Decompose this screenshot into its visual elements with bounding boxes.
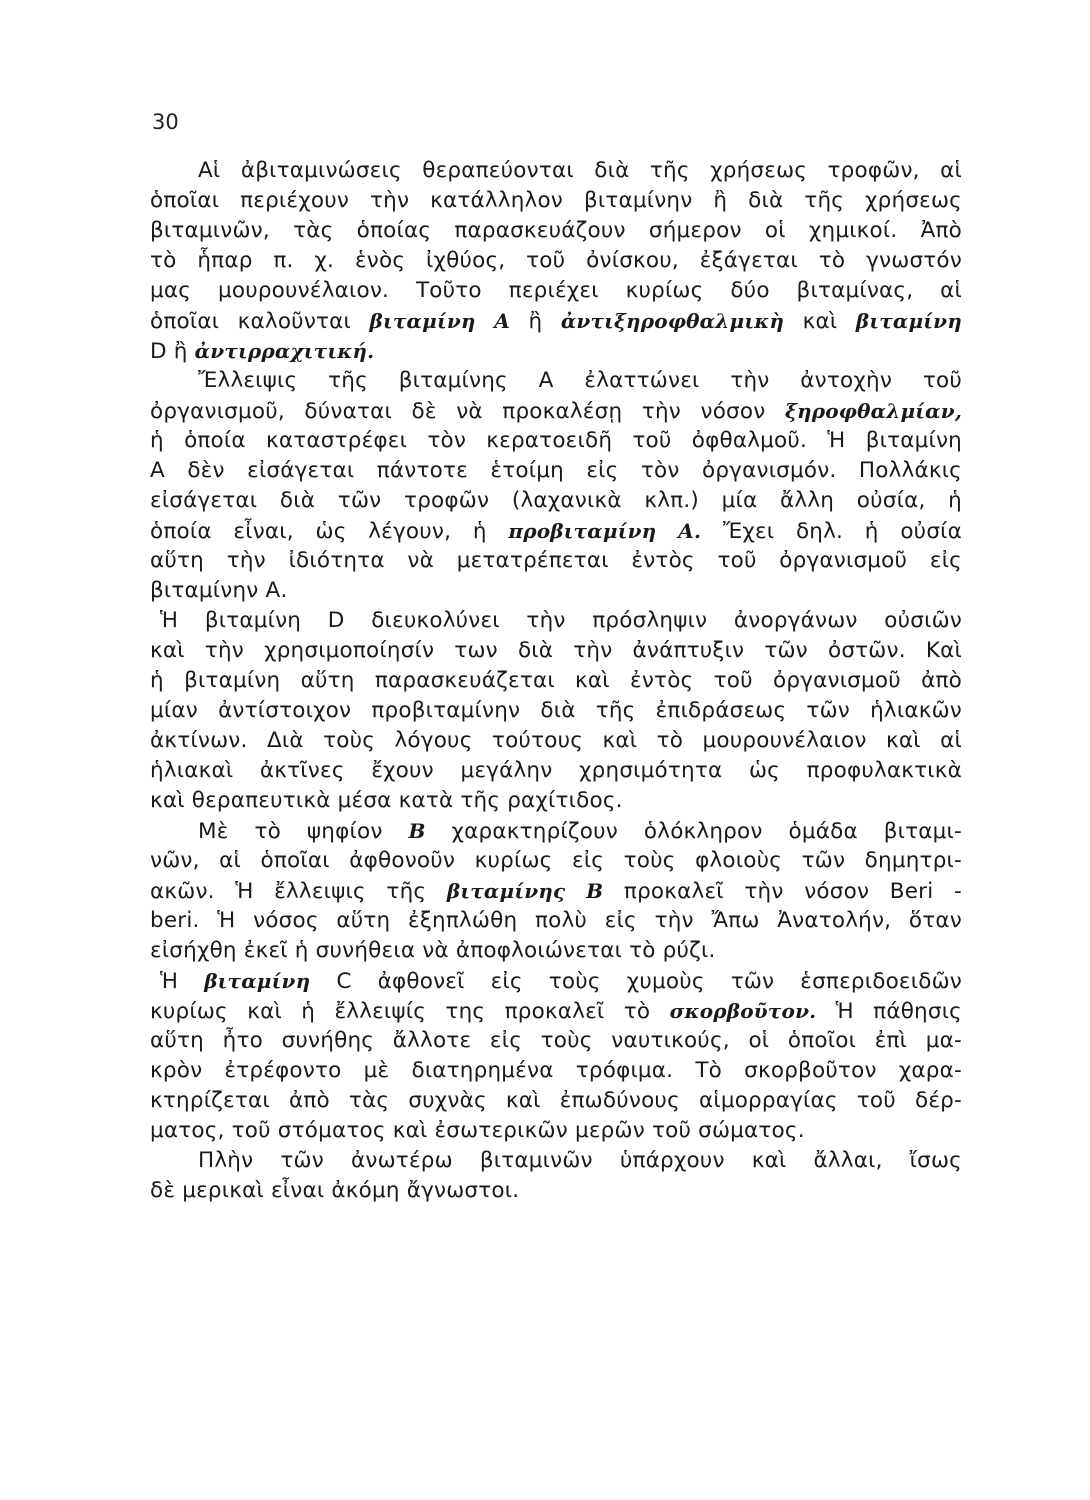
text-line (150, 186, 962, 216)
text-line (150, 246, 962, 276)
text-line (150, 336, 962, 366)
text-run: Ἡ πάθησις (816, 999, 962, 1024)
text-run: ὁποῖαι καλοῦνται (150, 309, 370, 334)
text-run: ὁποῖαι περιέχουν τὴν κατάλληλον βιταμίνην ἢ διὰ τῆς χρήσεως (150, 188, 962, 213)
text-line (150, 786, 962, 816)
text-line (150, 846, 962, 876)
text-line (150, 1116, 962, 1146)
text-run: τὸ ἧπαρ π. χ. ἑνὸς ἰχθύος, τοῦ ὀνίσκου, ἐξάγεται τὸ γνωστόν (150, 248, 962, 273)
text-run: ἀκτίνων. Διὰ τοὺς λόγους τούτους καὶ τὸ μουρουνέλαιον καὶ αἱ (150, 728, 962, 753)
text-line (150, 546, 962, 576)
text-line (150, 426, 962, 456)
text-line (150, 666, 962, 696)
text-run: εἰσάγεται διὰ τῶν τροφῶν (λαχανικὰ κλπ.) μία ἄλλη οὐσία, ἡ (150, 488, 962, 513)
text-run: ὀργανισμοῦ, δύναται δὲ νὰ προκαλέσῃ τὴν νόσον (150, 399, 785, 424)
emphasized-term: Β (408, 819, 426, 843)
text-line (150, 606, 962, 636)
text-run: ἡλιακαὶ ἀκτῖνες ἔχουν μεγάλην χρησιμότητα ὡς προφυλακτικὰ (150, 758, 962, 783)
text-run: καὶ τὴν χρησιμοποίησίν των διὰ τὴν ἀνάπτυξιν τῶν ὀστῶν. Καὶ (150, 638, 962, 663)
text-line (150, 366, 962, 396)
text-run: κρὸν ἐτρέφοντο μὲ διατηρημένα τρόφιμα. Τὸ σκορβοῦτον χαρα- (150, 1058, 962, 1083)
text-run: δὲ μερικαὶ εἶναι ἀκόμη ἄγνωστοι. (150, 1178, 520, 1203)
text-run: Αἱ ἀβιταμινώσεις θεραπεύονται διὰ τῆς χρήσεως τροφῶν, αἱ (198, 158, 962, 183)
text-run: Πλὴν τῶν ἀνωτέρω βιταμινῶν ὑπάρχουν καὶ ἄλλαι, ἴσως (198, 1148, 962, 1173)
text-run: καὶ (784, 309, 856, 334)
text-line (150, 906, 962, 936)
text-run: καὶ θεραπευτικὰ μέσα κατὰ τῆς ραχίτιδος. (150, 788, 623, 813)
text-line (150, 516, 962, 546)
text-run: μίαν ἀντίστοιχον προβιταμίνην διὰ τῆς ἐπιδράσεως τῶν ἡλιακῶν (150, 698, 962, 723)
text-line (150, 966, 962, 996)
text-run: C ἀφθονεῖ εἰς τοὺς χυμοὺς τῶν ἑσπεριδοειδῶν (310, 969, 962, 994)
emphasized-term: ἀντιξηροφθαλμικὴ (560, 309, 785, 333)
page-number: 30 (152, 110, 179, 134)
text-run: κυρίως καὶ ἡ ἔλλειψίς της προκαλεῖ τὸ (150, 999, 670, 1024)
text-line (150, 1056, 962, 1086)
text-line (150, 726, 962, 756)
text-run: βιταμινῶν, τὰς ὁποίας παρασκευάζουν σήμερον οἱ χημικοί. Ἀπὸ (150, 218, 962, 243)
emphasized-term: βιταμίνης Β (446, 879, 604, 903)
text-run: χαρακτηρίζουν ὁλόκληρον ὁμάδα βιταμι- (425, 819, 962, 844)
text-line (150, 936, 962, 966)
text-run: ματος, τοῦ στόματος καὶ ἐσωτερικῶν μερῶν τοῦ σώματος. (150, 1118, 805, 1143)
text-run: D ἢ (150, 339, 195, 364)
text-run: Μὲ τὸ ψηφίον (198, 819, 409, 844)
text-line (150, 156, 962, 186)
text-run: αὕτη ἦτο συνήθης ἄλλοτε εἰς τοὺς ναυτικούς, οἱ ὁποῖοι ἐπὶ μα- (150, 1028, 962, 1053)
text-line (150, 486, 962, 516)
text-line (150, 636, 962, 666)
text-line (150, 876, 962, 906)
text-line (150, 1146, 962, 1176)
emphasized-term: βιταμίνη (204, 969, 311, 993)
emphasized-term: βιταμίνη (855, 309, 962, 333)
text-line (150, 1026, 962, 1056)
text-run: Ἡ βιταμίνη D διευκολύνει τὴν πρόσληψιν ἀνοργάνων οὐσιῶν (160, 608, 962, 633)
text-run: ἡ βιταμίνη αὕτη παρασκευάζεται καὶ ἐντὸς τοῦ ὀργανισμοῦ ἀπὸ (150, 668, 962, 693)
text-run: μας μουρουνέλαιον. Τοῦτο περιέχει κυρίως δύο βιταμίνας, αἱ (150, 278, 962, 303)
text-line (150, 276, 962, 306)
emphasized-term: βιταμίνη Α (369, 309, 510, 333)
text-run: Ἔλλειψις τῆς βιταμίνης Α ἐλαττώνει τὴν ἀντοχὴν τοῦ (198, 368, 962, 393)
text-run: ἡ ὁποία καταστρέφει τὸν κερατοειδῆ τοῦ ὀφθαλμοῦ. Ἡ βιταμίνη (150, 428, 962, 453)
text-line (150, 756, 962, 786)
text-run: εἰσήχθη ἐκεῖ ἡ συνήθεια νὰ ἀποφλοιώνεται τὸ ρύζι. (150, 938, 716, 963)
text-run: Ἔχει δηλ. ἡ οὐσία (701, 519, 962, 544)
emphasized-term: προβιταμίνη Α. (508, 519, 702, 543)
text-run: νῶν, αἱ ὁποῖαι ἀφθονοῦν κυρίως εἰς τοὺς φλοιοὺς τῶν δημητρι- (150, 848, 962, 873)
text-run: ἢ (510, 309, 561, 334)
body-text (150, 156, 962, 1206)
text-line (150, 816, 962, 846)
text-line (150, 1086, 962, 1116)
text-run: Ἡ (160, 969, 205, 994)
text-run: ακῶν. Ἡ ἔλλειψις τῆς (150, 879, 447, 904)
text-run: προκαλεῖ τὴν νόσον Beri - (603, 879, 962, 904)
text-line (150, 576, 962, 606)
text-run: αὕτη τὴν ἰδιότητα νὰ μετατρέπεται ἐντὸς τοῦ ὀργανισμοῦ εἰς (150, 548, 962, 573)
text-run: κτηρίζεται ἀπὸ τὰς συχνὰς καὶ ἐπωδύνους αἱμορραγίας τοῦ δέρ- (150, 1088, 962, 1113)
text-run: Α δὲν εἰσάγεται πάντοτε ἑτοίμη εἰς τὸν ὀργανισμόν. Πολλάκις (150, 458, 962, 483)
emphasized-term: σκορβοῦτον. (669, 999, 817, 1023)
text-line (150, 216, 962, 246)
text-line (150, 456, 962, 486)
text-run: ὁποία εἶναι, ὡς λέγουν, ἡ (150, 519, 509, 544)
text-line (150, 1176, 962, 1206)
text-line (150, 306, 962, 336)
text-run: beri. Ἡ νόσος αὕτη ἐξηπλώθη πολὺ εἰς τὴν Ἄπω Ἀνατολήν, ὅταν (150, 908, 962, 933)
emphasized-term: ἀντιρραχιτική. (194, 339, 375, 363)
text-line (150, 396, 962, 426)
emphasized-term: ξηροφθαλμίαν, (784, 399, 962, 423)
text-line (150, 996, 962, 1026)
text-line (150, 696, 962, 726)
text-run: βιταμίνην Α. (150, 578, 288, 603)
